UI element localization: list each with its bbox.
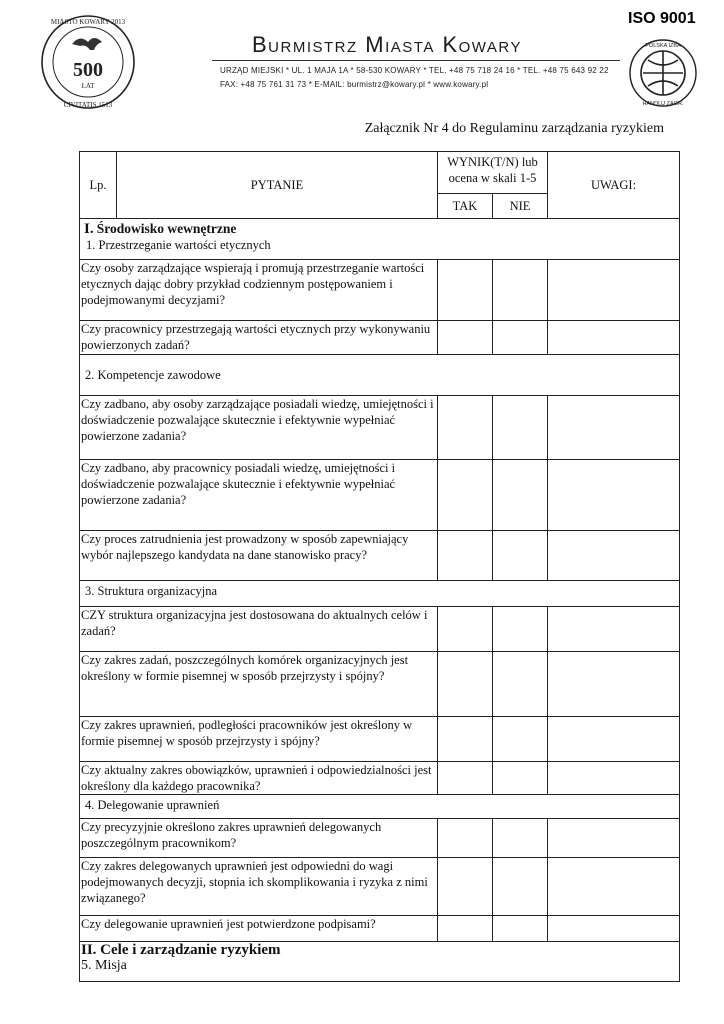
remarks-cell[interactable] — [548, 260, 680, 321]
subsection-row — [80, 581, 680, 607]
question-row — [80, 321, 680, 355]
remarks-cell[interactable] — [548, 321, 680, 355]
section-1-header — [80, 219, 680, 260]
table-header-row — [80, 152, 680, 194]
remarks-cell[interactable] — [548, 531, 680, 581]
question-row — [80, 607, 680, 652]
answer-tak-cell[interactable] — [438, 762, 493, 795]
risk-questionnaire-table — [79, 151, 680, 982]
question-row — [80, 396, 680, 460]
column-header-remarks: UWAGI: — [548, 152, 680, 219]
remarks-cell[interactable] — [548, 762, 680, 795]
subsection-2-title: 2. Kompetencje zawodowe — [80, 355, 680, 396]
question-row — [80, 819, 680, 858]
subsection-row — [80, 355, 680, 396]
question-4: Czy zadbano, aby pracownicy posiadali wiedzę, umiejętności i doświadczenie pozwalające skutecznie i efektywnie wypełniać powierzone zadania? — [80, 460, 438, 531]
chamber-of-commerce-logo — [628, 38, 698, 108]
answer-nie-cell[interactable] — [493, 762, 548, 795]
remarks-cell[interactable] — [548, 396, 680, 460]
answer-tak-cell[interactable] — [438, 321, 493, 355]
remarks-cell[interactable] — [548, 607, 680, 652]
answer-nie-cell[interactable] — [493, 531, 548, 581]
answer-nie-cell[interactable] — [493, 652, 548, 717]
address-line-2: FAX: +48 75 761 31 73 * E-MAIL: burmistrz@kowary.pl * www.kowary.pl — [220, 80, 489, 89]
answer-tak-cell[interactable] — [438, 652, 493, 717]
column-header-tak: TAK — [438, 194, 493, 219]
office-name: Burmistrz Miasta Kowary — [252, 32, 522, 57]
question-9: Czy aktualny zakres obowiązków, uprawnień i odpowiedzialności jest określony dla każdego pracownika? — [80, 762, 438, 795]
header-divider — [212, 60, 620, 61]
section-1-title: Środowisko wewnętrzne — [96, 221, 237, 236]
remarks-cell[interactable] — [548, 717, 680, 762]
svg-text:HANDLU ZAGR.: HANDLU ZAGR. — [642, 101, 684, 107]
seal-word: LAT — [81, 82, 95, 90]
answer-tak-cell[interactable] — [438, 396, 493, 460]
question-12: Czy delegowanie uprawnień jest potwierdzone podpisami? — [80, 916, 438, 942]
question-2: Czy pracownicy przestrzegają wartości etycznych przy wykonywaniu powierzonych zadań? — [80, 321, 438, 355]
question-7: Czy zakres zadań, poszczególnych komórek organizacyjnych jest określony w formie pisemnej w sposób przejrzysty i spójny? — [80, 652, 438, 717]
subsection-row — [80, 795, 680, 819]
section-2-title: II. Cele i zarządzanie ryzykiem — [81, 942, 281, 958]
answer-tak-cell[interactable] — [438, 717, 493, 762]
question-1: Czy osoby zarządzające wspierają i promują przestrzeganie wartości etycznych dając dobry przykład codziennym postępowaniem i podejmowanymi decyzjami? — [80, 260, 438, 321]
answer-nie-cell[interactable] — [493, 396, 548, 460]
svg-text:MIASTO KOWARY 2013: MIASTO KOWARY 2013 — [50, 18, 126, 26]
subsection-3-title: 3. Struktura organizacyjna — [80, 581, 680, 607]
remarks-cell[interactable] — [548, 858, 680, 916]
column-header-nie: NIE — [493, 194, 548, 219]
subsection-4-title: 4. Delegowanie uprawnień — [80, 795, 680, 819]
question-row — [80, 260, 680, 321]
remarks-cell[interactable] — [548, 460, 680, 531]
seal-number: 500 — [73, 59, 103, 81]
question-3: Czy zadbano, aby osoby zarządzające posiadali wiedzę, umiejętności i doświadczenie pozwalające skutecznie i efektywnie wypełniać powierzone zadania? — [80, 396, 438, 460]
question-row — [80, 762, 680, 795]
question-10: Czy precyzyjnie określono zakres uprawnień delegowanych poszczególnym pracownikom? — [80, 819, 438, 858]
answer-nie-cell[interactable] — [493, 260, 548, 321]
svg-text:POLSKA IZBA: POLSKA IZBA — [645, 43, 681, 49]
column-header-result: WYNIK(T/N) lub ocena w skali 1-5 — [438, 152, 548, 194]
iso-label: ISO 9001 — [628, 10, 696, 27]
subsection-1-title: 1. Przestrzeganie wartości etycznych — [86, 238, 271, 252]
subsection-5-title: 5. Misja — [81, 958, 127, 973]
answer-nie-cell[interactable] — [493, 916, 548, 942]
question-11: Czy zakres delegowanych uprawnień jest odpowiedni do wagi podejmowanych decyzji, stopnia ich skomplikowania i ryzyka z nimi związanego? — [80, 858, 438, 916]
remarks-cell[interactable] — [548, 916, 680, 942]
svg-text:CIVITATIS 1513: CIVITATIS 1513 — [63, 101, 113, 109]
remarks-cell[interactable] — [548, 652, 680, 717]
question-8: Czy zakres uprawnień, podległości pracowników jest określony w formie pisemnej w sposób przejrzysty i spójny? — [80, 717, 438, 762]
answer-tak-cell[interactable] — [438, 460, 493, 531]
question-row — [80, 460, 680, 531]
question-5: Czy proces zatrudnienia jest prowadzony w sposób zapewniający wybór najlepszego kandydata na dane stanowisko pracy? — [80, 531, 438, 581]
question-row — [80, 858, 680, 916]
answer-tak-cell[interactable] — [438, 607, 493, 652]
answer-nie-cell[interactable] — [493, 858, 548, 916]
answer-nie-cell[interactable] — [493, 607, 548, 652]
section-1-roman: I. — [84, 221, 94, 237]
question-6: CZY struktura organizacyjna jest dostosowana do aktualnych celów i zadań? — [80, 607, 438, 652]
section-row — [80, 942, 680, 982]
section-row — [80, 219, 680, 260]
answer-tak-cell[interactable] — [438, 260, 493, 321]
remarks-cell[interactable] — [548, 819, 680, 858]
question-row — [80, 916, 680, 942]
answer-tak-cell[interactable] — [438, 858, 493, 916]
question-row — [80, 652, 680, 717]
answer-tak-cell[interactable] — [438, 819, 493, 858]
answer-nie-cell[interactable] — [493, 717, 548, 762]
answer-nie-cell[interactable] — [493, 819, 548, 858]
appendix-title: Załącznik Nr 4 do Regulaminu zarządzania ryzykiem — [364, 121, 664, 136]
question-row — [80, 531, 680, 581]
city-seal-logo — [40, 14, 136, 110]
question-row — [80, 717, 680, 762]
answer-tak-cell[interactable] — [438, 916, 493, 942]
column-header-lp: Lp. — [80, 152, 117, 219]
answer-nie-cell[interactable] — [493, 321, 548, 355]
section-2-header — [80, 942, 680, 982]
address-line-1: URZĄD MIEJSKI * UL. 1 MAJA 1A * 58-530 KOWARY * TEL. +48 75 718 24 16 * TEL. +48 75 643 92 22 — [220, 66, 609, 75]
answer-tak-cell[interactable] — [438, 531, 493, 581]
column-header-question: PYTANIE — [117, 152, 438, 219]
answer-nie-cell[interactable] — [493, 460, 548, 531]
